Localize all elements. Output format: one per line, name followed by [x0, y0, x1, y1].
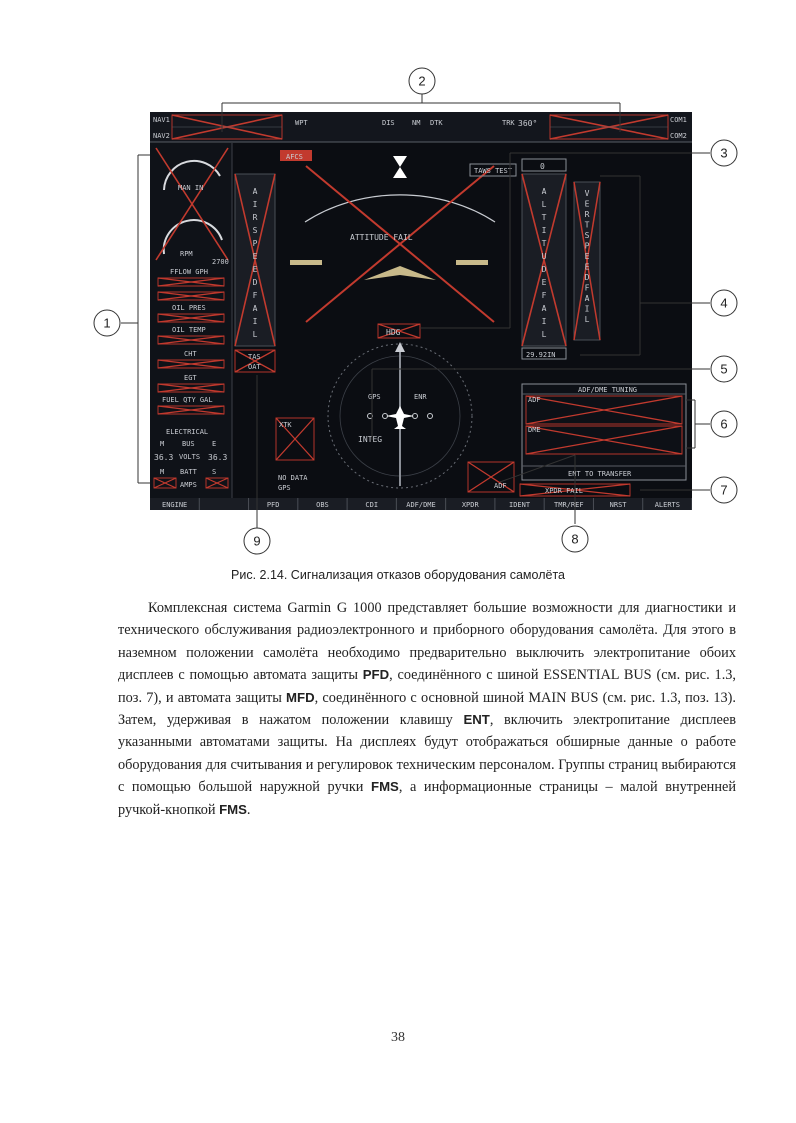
cht-label: CHT — [184, 350, 197, 358]
batt-s-label: S — [212, 468, 217, 476]
callout-number-7: 7 — [720, 482, 728, 498]
airspeed-fail-letter: E — [252, 252, 258, 261]
oil-pres-label: OIL PRES — [172, 304, 206, 312]
airspeed-fail-letter: E — [252, 265, 258, 274]
trk-value: 360° — [518, 119, 538, 128]
softkey-label: CDI — [365, 501, 379, 509]
vs-fail-letter: I — [584, 304, 590, 314]
altitude-fail-letter: L — [541, 330, 547, 339]
vs-fail-letter: P — [584, 241, 590, 251]
oat-label: OAT — [248, 363, 261, 371]
adf-dme-title: ADF/DME TUNING — [578, 386, 638, 394]
fuel-qty-label: FUEL QTY GAL — [162, 396, 213, 404]
paragraph-text-4: , включить электропитание дисплеев указанными автоматами защиты. На дисплеях будут отображаться обширные данные о работе оборудования для считывания и регулировок техническим персоналом. Группы страниц выбираются с помощью большой наружной ручки — [118, 712, 736, 796]
airspeed-fail-letter: A — [252, 187, 258, 196]
mfd-term: MFD — [286, 689, 315, 705]
airspeed-fail-letter: A — [252, 304, 258, 313]
rpm-label: RPM — [180, 250, 193, 258]
oil-temp-label: OIL TEMP — [172, 326, 206, 334]
callout-number-4: 4 — [720, 295, 728, 311]
callout-number-1: 1 — [103, 315, 111, 331]
baro-setting-value: 29.92IN — [526, 351, 556, 359]
softkey-label: PFD — [266, 501, 280, 509]
paragraph-text-6: . — [246, 801, 251, 818]
volts-right-value: 36.3 — [208, 453, 228, 462]
tas-label: TAS — [248, 353, 261, 361]
taws-test-label: TAWS TEST — [474, 167, 512, 175]
gps-label: GPS — [368, 393, 381, 401]
airspeed-fail-letter: R — [252, 213, 258, 222]
altitude-fail-letter: T — [541, 239, 547, 248]
vs-fail-letter: F — [584, 283, 590, 293]
vs-fail-letter: E — [584, 262, 590, 272]
vs-fail-letter: D — [584, 273, 590, 282]
dis-label: DIS — [382, 119, 395, 127]
afcs-label: AFCS — [286, 153, 303, 161]
hdg-label: HDG — [386, 328, 401, 337]
egt-label: EGT — [184, 374, 197, 382]
vs-fail-letter: T — [584, 220, 590, 230]
paragraph-text-2: , соединённого с шиной ESSENTIAL BUS (см. рис. 1.3, поз. 7), и автомата защиты — [118, 667, 736, 706]
vs-fail-letter: S — [584, 231, 590, 240]
callout-layer — [0, 0, 796, 560]
man-in-label: MAN IN — [178, 184, 204, 192]
vs-fail-letter: E — [584, 199, 590, 209]
nm-label: NM — [412, 119, 421, 127]
altitude-fail-letter: D — [541, 265, 547, 274]
altitude-fail-letter: A — [541, 187, 547, 196]
dme-row-label: DME — [528, 426, 541, 434]
paragraph-text-1: Комплексная система Garmin G 1000 представляет большие возможности для диагностики и технического обслуживания радиоэлектронного и приборного оборудования самолёта. Для этого в наземном положении самолёта необходимо предварительно выключить электропитание обоих дисплеев с помощью автомата защиты — [118, 600, 736, 684]
wpt-label: WPT — [295, 119, 308, 127]
batt-m-label: M — [160, 468, 165, 476]
altitude-fail-letter: I — [541, 317, 547, 326]
altitude-fail-letter: U — [541, 252, 547, 261]
com1-label: COM1 — [670, 116, 687, 124]
airspeed-fail-letter: I — [252, 317, 258, 326]
figure-caption: Рис. 2.14. Сигнализация отказов оборудования самолёта — [231, 568, 565, 582]
vs-fail-letter: A — [584, 294, 590, 303]
paragraph-text-3: , соединённого с основной шиной MAIN BUS (см. рис. 1.3, поз. 13). Затем, удерживая в нажатом положении клавишу — [118, 689, 736, 729]
softkey-label: XPDR — [461, 501, 479, 509]
altitude-fail-letter: E — [541, 278, 547, 287]
com2-label: COM2 — [670, 132, 687, 140]
altitude-fail-letter: A — [541, 304, 547, 313]
callout-number-5: 5 — [720, 361, 728, 377]
airspeed-fail-letter: D — [252, 278, 258, 287]
callout-number-8: 8 — [571, 531, 579, 547]
body-paragraph — [118, 597, 736, 821]
integ-label: INTEG — [358, 435, 383, 444]
xtk-label: XTK — [279, 421, 292, 429]
xpdr-fail-label: XPDR FAIL — [545, 487, 583, 495]
enr-label: ENR — [414, 393, 427, 401]
airspeed-fail-letter: I — [252, 200, 258, 209]
altitude-fail-letter: I — [541, 226, 547, 235]
rpm-max-label: 2700 — [212, 258, 229, 266]
softkey-label: ALERTS — [654, 501, 681, 509]
vs-fail-letter: E — [584, 252, 590, 261]
ent-term: ENT — [463, 712, 490, 728]
vs-fail-letter: V — [584, 189, 590, 198]
callout-number-6: 6 — [720, 416, 728, 432]
no-data-label: NO DATA — [278, 474, 308, 482]
volts-left-value: 36.3 — [154, 453, 174, 462]
altitude-fail-letter: T — [541, 213, 547, 222]
pfd-term: PFD — [362, 667, 390, 683]
paragraph-text-5: , а информационные страницы – малой внутренней ручкой-кнопкой — [118, 779, 736, 818]
altitude-fail-letter: F — [541, 291, 547, 300]
softkey-label: ENGINE — [161, 501, 188, 509]
amps-label: AMPS — [180, 481, 197, 489]
batt-label: BATT — [180, 468, 197, 476]
ent-to-transfer-label: ENT TO TRANSFER — [568, 470, 632, 478]
attitude-fail-text: ATTITUDE FAIL — [350, 233, 413, 242]
electrical-label: ELECTRICAL — [166, 428, 209, 436]
nav1-label: NAV1 — [153, 116, 170, 124]
bus-e-label: E — [212, 440, 217, 448]
vs-fail-letter: L — [584, 315, 590, 324]
adf-box-label: ADF — [494, 482, 507, 490]
fflow-label: FFLOW GPH — [170, 268, 208, 276]
fms-term-2: FMS — [219, 801, 247, 817]
airspeed-fail-letter: F — [252, 291, 258, 300]
softkey-label: IDENT — [509, 501, 531, 509]
volts-label: VOLTS — [179, 453, 201, 461]
selected-altitude-value: 0 — [540, 162, 545, 171]
callout-number-9: 9 — [253, 533, 261, 549]
airspeed-fail-letter: P — [252, 239, 258, 248]
bus-label: BUS — [182, 440, 195, 448]
nav2-label: NAV2 — [153, 132, 170, 140]
altitude-fail-letter: L — [541, 200, 547, 209]
page-number: 38 — [391, 1030, 405, 1045]
airspeed-fail-letter: L — [252, 330, 258, 339]
fms-term-1: FMS — [371, 779, 399, 795]
callout-number-2: 2 — [418, 73, 426, 89]
callout-number-3: 3 — [720, 145, 728, 161]
softkey-label: ADF/DME — [406, 501, 436, 509]
softkey-label: NRST — [609, 501, 627, 509]
trk-label: TRK — [502, 119, 515, 127]
softkey-label: TMR/REF — [554, 501, 584, 509]
softkey-label: OBS — [316, 501, 329, 509]
vs-fail-letter: R — [584, 210, 590, 219]
dtk-label: DTK — [430, 119, 443, 127]
callout-circles — [94, 68, 737, 554]
adf-row-label: ADF — [528, 396, 541, 404]
bus-m-label: M — [160, 440, 165, 448]
no-data-gps-label: GPS — [278, 484, 291, 492]
airspeed-fail-letter: S — [252, 226, 258, 235]
